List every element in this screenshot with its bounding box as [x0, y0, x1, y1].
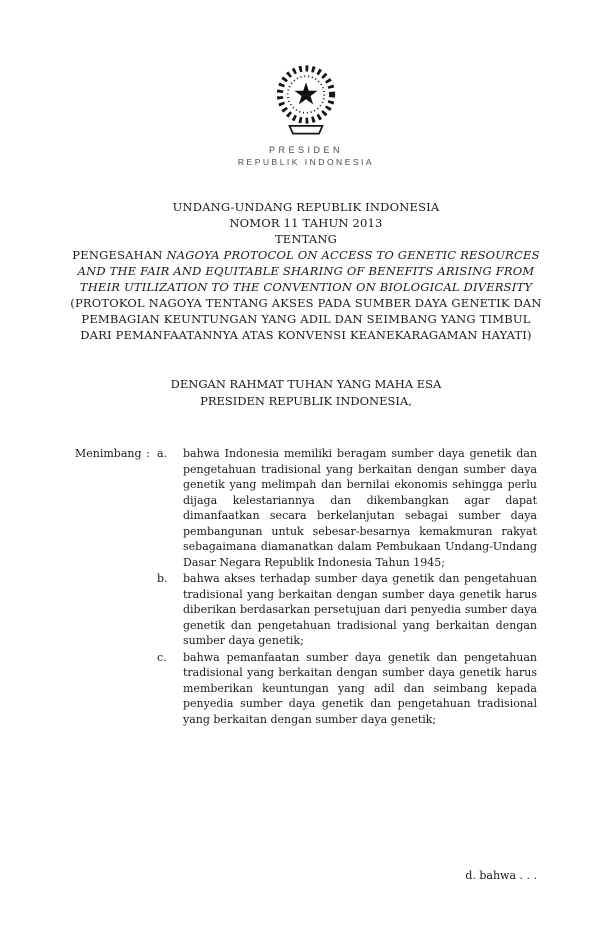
law-title-line1: UNDANG-UNDANG REPUBLIK INDONESIA [172, 200, 440, 214]
considering-colon: : [146, 447, 150, 460]
considering-item-text: bahwa pemanfaatan sumber daya genetik dan pengetahuan tradisional yang berkaitan dengan sumber daya genetik harus memberikan keuntungan yang adil dan seimbang kepada penyedia sumber daya genetik dan pengetahuan tradisional yang berkaitan dengan sumber daya genetik; [183, 650, 537, 726]
considering-item-letter: c. [157, 650, 167, 664]
catchword: d. bahwa . . . [465, 869, 537, 882]
considering-item-text: bahwa Indonesia memiliki beragam sumber daya genetik dan pengetahuan tradisional yang berkaitan dengan sumber daya genetik yang melimpah dan bernilai ekonomis sehingga perlu dijaga kelestariannya dan dikembangkan agar dapat dimanfaatkan secara berkelanjutan sebagai sumber daya pembangunan untuk sebesar-besarnya kemakmuran rakyat sebagaimana diamanatkan dalam Pembukaan Undang-Undang Dasar Negara Republik Indonesia Tahun 1945; [183, 447, 537, 569]
emblem-text-presiden: PRESIDEN [268, 145, 343, 155]
law-subject-english [67, 247, 545, 295]
law-title-block [67, 199, 545, 343]
law-tentang: TENTANG [274, 232, 338, 246]
law-number: NOMOR 11 TAHUN 2013 [229, 216, 383, 230]
emblem-block [0, 0, 612, 167]
presidential-seal-icon [262, 58, 350, 138]
law-subject-protocol-name: NAGOYA PROTOCOL ON ACCESS TO GENETIC RESOURCES AND THE FAIR AND EQUITABLE SHARING OF BENEFITS ARISING FROM THEIR UTILIZATION TO THE CONVENTION ON BIOLOGICAL DIVERSITY [77, 248, 540, 294]
preamble-block [0, 376, 612, 410]
considering-item-letter: a. [157, 447, 168, 460]
law-subject-indonesian: (PROTOKOL NAGOYA TENTANG AKSES PADA SUMBER DAYA GENETIK DAN PEMBAGIAN KEUNTUNGAN YANG ADIL DAN SEIMBANG YANG TIMBUL DARI PEMANFAATANNYA ATAS KONVENSI KEANEKARAGAMAN HAYATI) [70, 296, 542, 342]
preamble-line2: PRESIDEN REPUBLIK INDONESIA, [200, 394, 412, 408]
considering-item-letter: b. [157, 572, 168, 585]
considering-section [75, 446, 612, 727]
law-subject-prefix: PENGESAHAN [72, 248, 167, 262]
emblem-text-republik-indonesia: REPUBLIK INDONESIA [237, 157, 375, 167]
preamble-line1: DENGAN RAHMAT TUHAN YANG MAHA ESA [170, 377, 442, 391]
considering-item-text: bahwa akses terhadap sumber daya genetik dan pengetahuan tradisional yang berkaitan dengan sumber daya genetik harus diberikan berdasarkan persetujuan dari penyedia sumber daya genetik dan pengetahuan tradisional yang berkaitan dengan sumber daya genetik; [183, 572, 537, 647]
considering-label: Menimbang [75, 447, 142, 460]
